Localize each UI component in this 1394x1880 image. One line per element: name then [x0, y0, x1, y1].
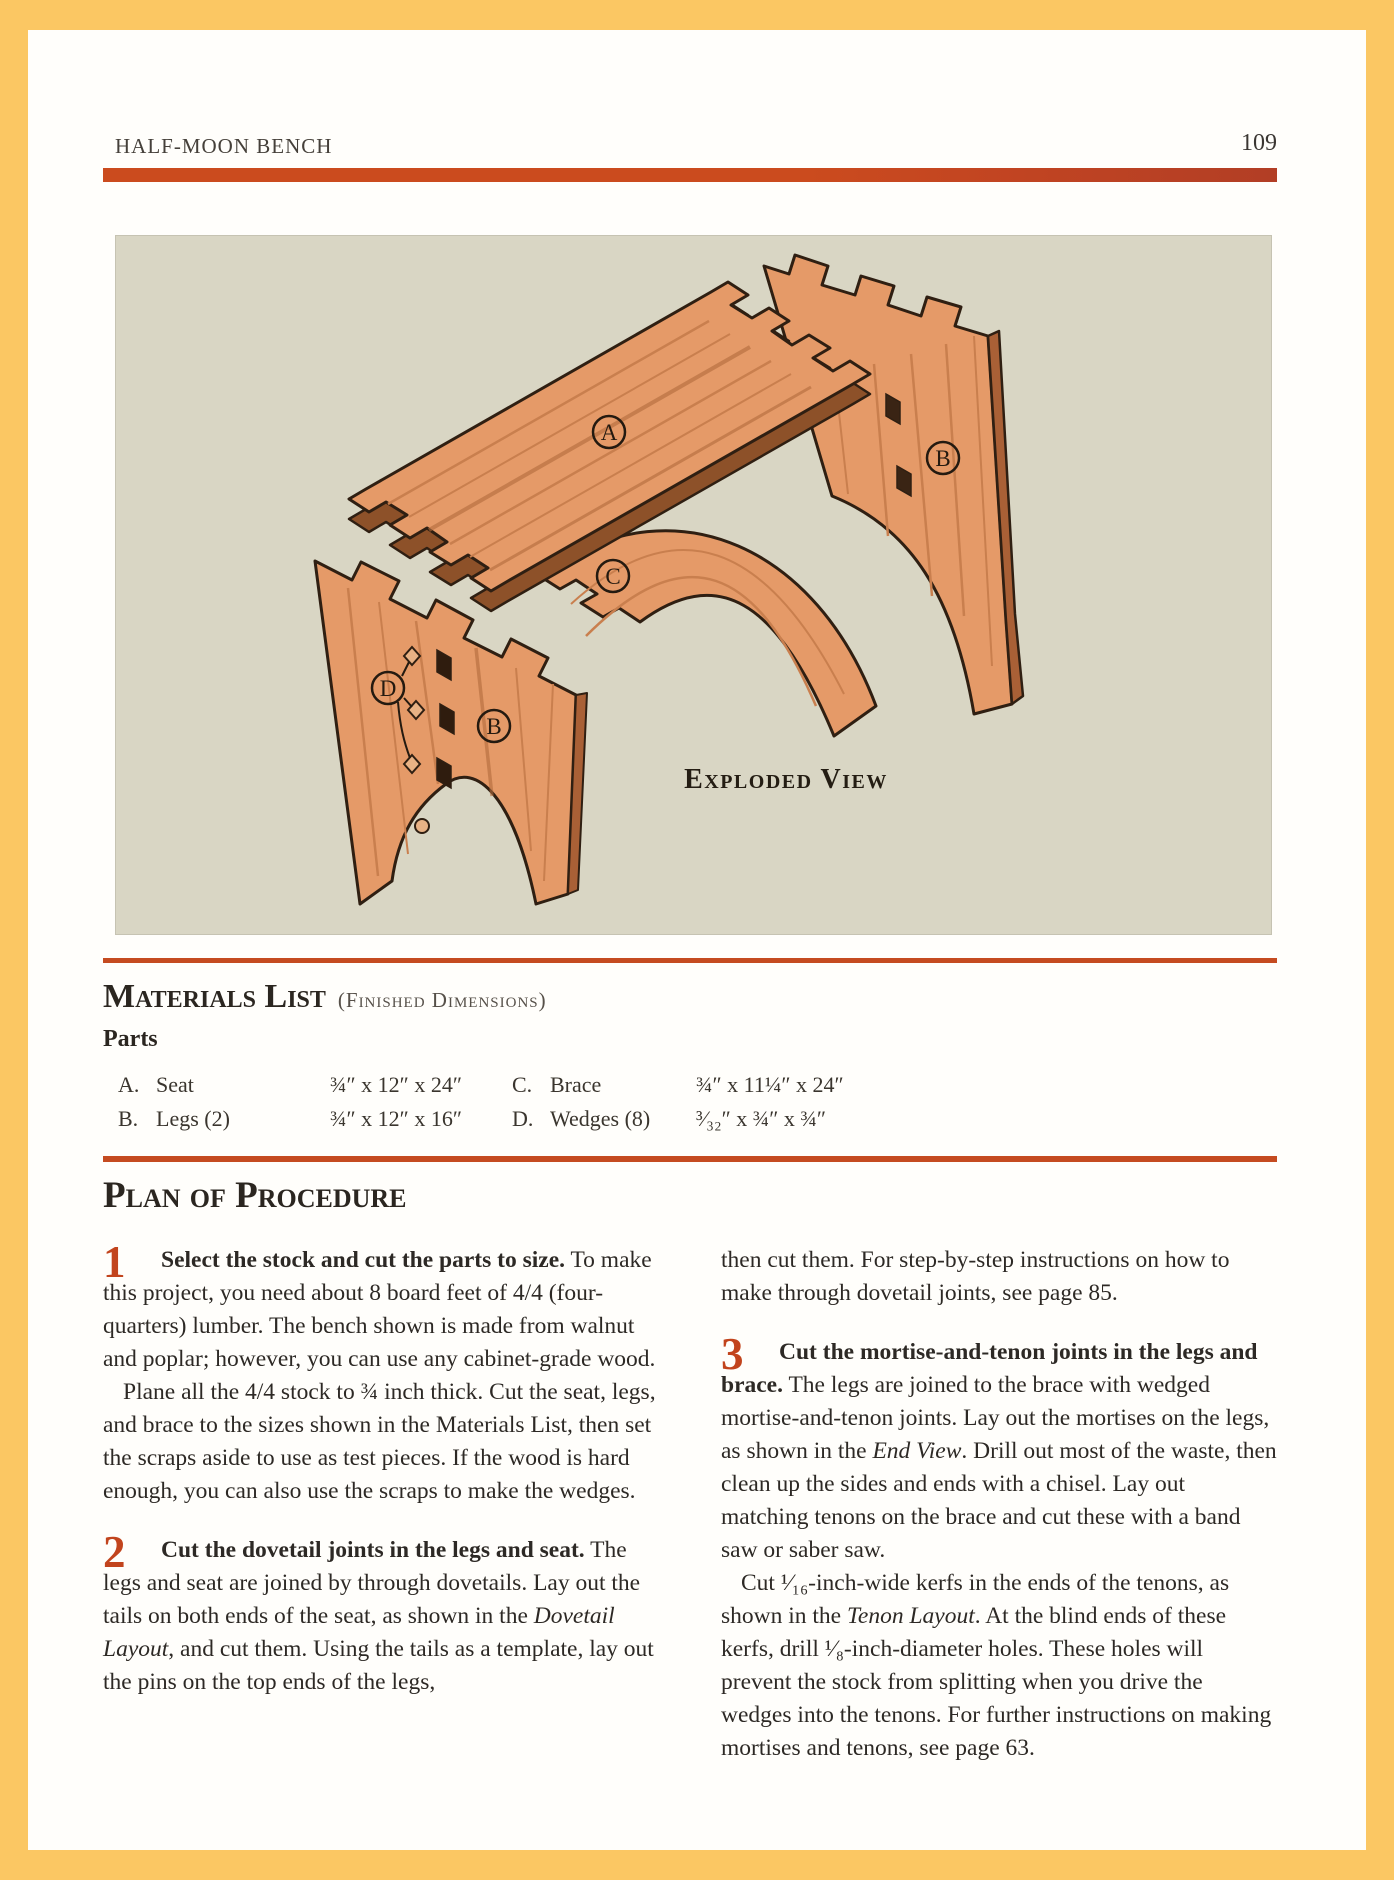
part-name: Wedges (8): [550, 1106, 651, 1131]
step-1-lead: Select the stock and cut the parts to size.: [161, 1247, 566, 1273]
step-1: [103, 1237, 659, 1508]
right-column: [721, 1244, 1277, 1765]
procedure-heading: Plan of Procedure: [103, 1175, 407, 1216]
part-dimensions: ³⁄₃₂″ x ¾″ x ¾″: [696, 1106, 827, 1131]
step-3-body-2: Cut ¹⁄₁₆-inch-wide kerfs in the ends of the tenons, as shown in the: [721, 1570, 1230, 1629]
part-dimensions: ¾″ x 11¼″ x 24″: [696, 1072, 844, 1097]
step-1-paragraph-2: Plane all the 4/4 stock to ¾ inch thick. Cut the seat, legs, and brace to the sizes shown in the Materials List, then set the scraps aside to use as test pieces. If the wood is hard enough, you can also use the scraps to make the wedges.: [103, 1379, 656, 1504]
step-3-paragraph: [721, 1329, 1277, 1567]
step-3-body: . Drill out most of the waste, then clean up the sides and ends with a chisel. Lay out matching tenons on the brace and cut these with a band saw or saber saw.: [721, 1438, 1277, 1563]
step-1-number: 1: [103, 1237, 126, 1287]
step-2-number: 2: [103, 1527, 126, 1577]
part-dimensions: ¾″ x 12″ x 16″: [330, 1106, 462, 1131]
label-c: C: [605, 564, 621, 589]
step-3-body: The legs are joined to the brace with wedged mortise-and-tenon joints. Lay out the mortises on the legs, as shown in the: [721, 1372, 1270, 1464]
step-3: [721, 1329, 1277, 1765]
exploded-view-illustration: [115, 235, 1272, 935]
step-2-body: The legs and seat are joined by through dovetails. Lay out the tails on both ends of the seat, as shown in the: [103, 1537, 641, 1629]
label-b-left: B: [486, 714, 502, 739]
left-column: [103, 1237, 659, 1765]
running-header-title: HALF-MOON BENCH: [115, 134, 333, 158]
part-dimensions: ¾″ x 12″ x 24″: [330, 1072, 462, 1097]
parts-table: [103, 1068, 1277, 1136]
step-3-lead: Cut the mortise-and-tenon joints in the legs and brace.: [721, 1339, 1258, 1398]
step-2-continuation: then cut them. For step-by-step instructions on how to make through dovetail joints, see page 85.: [721, 1247, 1230, 1306]
materials-subheading: (Finished Dimensions): [337, 988, 547, 1012]
step-3-body-2: . At the blind ends of these kerfs, drill ¹⁄₈-inch-diameter holes. These holes will prevent the stock from splitting when you drive the wedges into the tenons. For further instructions on making mortises and tenons, see page 63.: [721, 1603, 1272, 1761]
bench-exploded-drawing: [116, 236, 1273, 936]
book-page: [28, 30, 1366, 1850]
part-letter: D.: [512, 1106, 534, 1131]
label-a: A: [600, 420, 618, 445]
section-rule: [103, 958, 1277, 963]
illustration-caption: Exploded View: [684, 764, 888, 795]
step-2-paragraph: [103, 1527, 659, 1699]
step-3-number: 3: [721, 1329, 744, 1379]
part-letter: B.: [118, 1106, 139, 1131]
step-1-body: To make this project, you need about 8 board feet of 4/4 (four-quarters) lumber. The bench shown is made from walnut and poplar; however, you can use any cabinet-grade wood.: [103, 1247, 656, 1372]
label-d: D: [379, 676, 397, 701]
part-letter: A.: [118, 1072, 140, 1097]
section-rule: [103, 1156, 1277, 1162]
part-name: Seat: [156, 1072, 194, 1097]
procedure-columns: [103, 1237, 1277, 1765]
table-row: [103, 1068, 1277, 1102]
part-letter: C.: [512, 1072, 533, 1097]
label-b-right: B: [935, 446, 951, 471]
brace-board: [538, 531, 876, 736]
left-leg-board: [315, 561, 587, 904]
step-2: [103, 1527, 659, 1699]
page-number: 109: [1241, 130, 1277, 156]
step-3-body-2-italic: Tenon Layout: [846, 1603, 975, 1629]
step-1-paragraph: [103, 1237, 659, 1376]
step-2-body: , and cut them. Using the tails as a template, lay out the pins on the top ends of the legs,: [103, 1636, 654, 1695]
step-3-paragraph-2: [721, 1567, 1277, 1765]
table-row: [103, 1102, 1277, 1136]
materials-heading: Materials List: [103, 978, 326, 1015]
part-name: Legs (2): [156, 1106, 230, 1131]
wedge-end: [415, 819, 429, 833]
materials-list-section: [103, 978, 1277, 1136]
step-2-lead: Cut the dovetail joints in the legs and seat.: [161, 1537, 585, 1563]
part-name: Brace: [550, 1072, 602, 1097]
step-3-body-italic: End View: [872, 1438, 962, 1464]
parts-label: Parts: [103, 1026, 158, 1052]
step-2-body-italic: Dovetail Layout: [103, 1603, 615, 1662]
header-red-bar: [103, 168, 1277, 182]
